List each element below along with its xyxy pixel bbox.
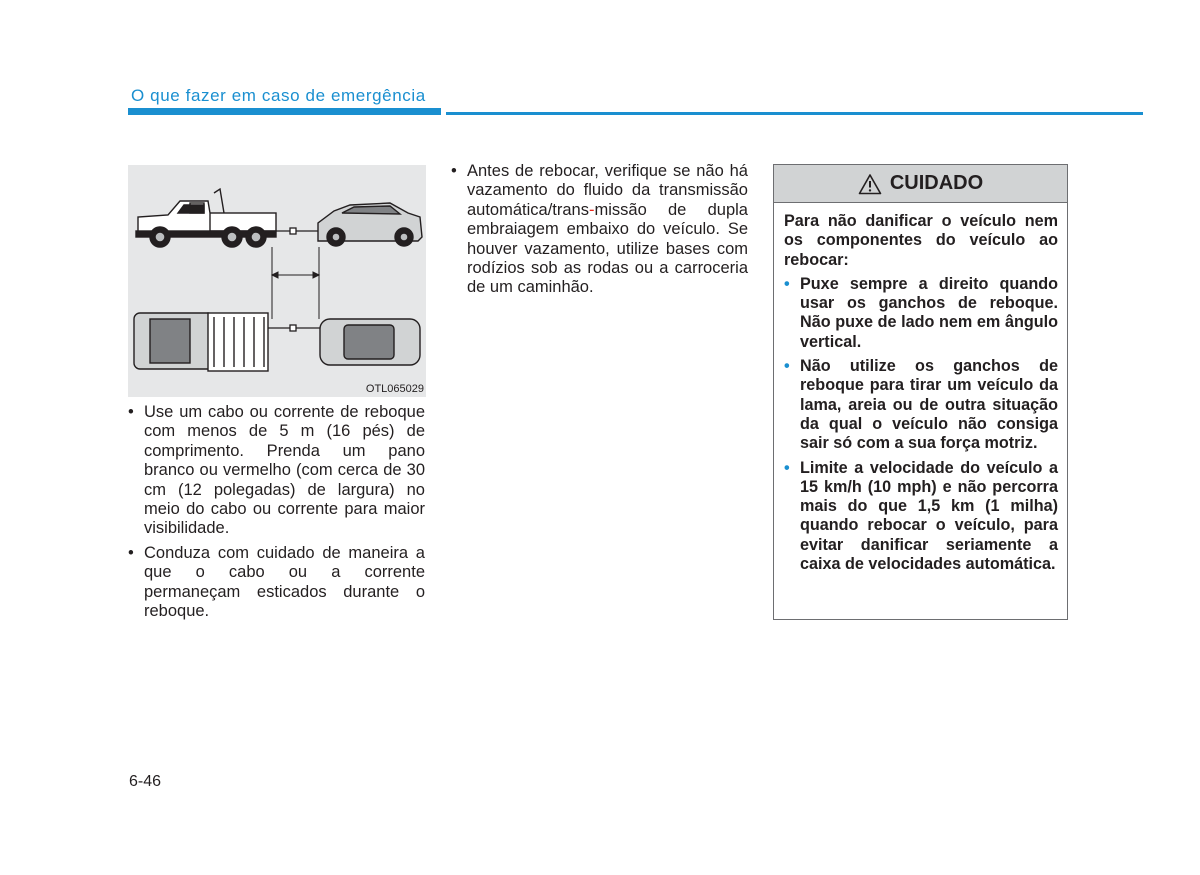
tow-line-top-icon (268, 325, 320, 331)
header-rule-thick (128, 108, 441, 115)
bullet-icon: • (128, 543, 134, 562)
red-hyphen: - (588, 200, 595, 219)
caution-list (784, 275, 1058, 574)
caution-intro: Para não danificar o veículo nem os componentes do veículo ao rebocar: (784, 212, 1058, 269)
left-column-list (128, 403, 425, 626)
bullet-icon: • (451, 162, 457, 180)
header-rule-thin (446, 112, 1143, 115)
page-number: 6-46 (129, 773, 162, 790)
middle-column-list (451, 162, 748, 303)
list-item: • Conduza com cuidado de maneira a que o cabo ou a corrente permaneçam esticados durante o reboque. (128, 543, 425, 621)
caution-header (774, 165, 1067, 203)
suv-side-icon (318, 203, 422, 246)
warning-triangle-icon (858, 173, 882, 195)
tow-line-side-icon (276, 228, 318, 234)
distance-dimension-icon (272, 247, 319, 319)
figure-code: OTL065029 (365, 383, 424, 395)
list-item: • Antes de rebocar, verifique se não há vazamento do fluido da transmissão automática/trans-missão de dupla embraiagem embaixo do veículo. Se houver vazamento, utilize bases com rodízios sob as rodas ou a carroceria de um caminhão. (451, 162, 748, 297)
list-item: • Puxe sempre a direito quando usar os ganchos de reboque. Não puxe de lado nem em ângulo vertical. (784, 274, 1058, 351)
caution-title: CUIDADO (889, 172, 984, 194)
bullet-icon: • (784, 357, 790, 376)
list-item: • Não utilize os ganchos de reboque para tirar um veículo da lama, areia ou de outra situação da qual o veículo não consiga sair só com a sua força motriz. (784, 357, 1058, 453)
caution-box (773, 164, 1068, 620)
towing-illustration (128, 165, 426, 397)
tow-truck-top-icon (134, 313, 268, 371)
suv-top-icon (320, 319, 420, 365)
bullet-icon: • (128, 403, 134, 421)
bullet-icon: • (784, 274, 790, 293)
tow-truck-side-icon (136, 189, 276, 247)
section-title: O que fazer em caso de emergência (131, 86, 426, 105)
list-item: • Use um cabo ou corrente de reboque com menos de 5 m (16 pés) de comprimento. Prenda um pano branco ou vermelho (com cerca de 30 cm (12 polegadas) de largura) no meio do cabo ou corrente para maior visibilidade. (128, 403, 425, 538)
caution-body (774, 203, 1067, 574)
bullet-icon: • (784, 458, 790, 477)
tow-diagram-svg (128, 165, 426, 397)
list-item: • Limite a velocidade do veículo a 15 km/h (10 mph) e não percorra mais do que 1,5 km (1 milha) quando rebocar o veículo, para evitar danificar seriamente a caixa de velocidades automática. (784, 458, 1058, 574)
